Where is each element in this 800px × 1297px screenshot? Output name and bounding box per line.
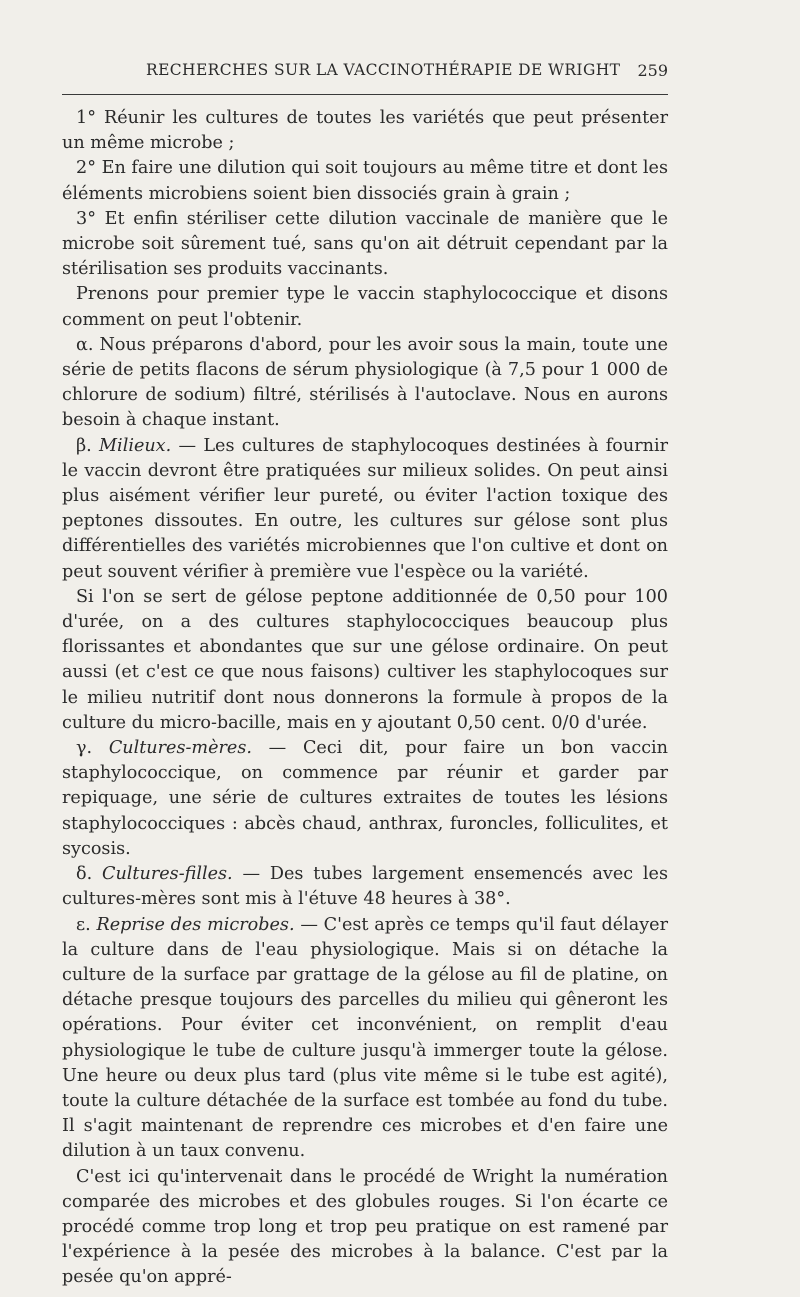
paragraph-uree: Si l'on se sert de gélose peptone additionnée de 0,50 pour 100 d'urée, on a des cultures staphylococciques beaucoup plus florissantes et abondantes que sur une gélose ordinaire. On peut aussi (et c'est ce que nous faisons) cultiver les staphylocoques sur le milieu nutritif dont nous donnerons la formule à propos de la culture du micro-bacille, mais en y ajoutant 0,50 cent. 0/0 d'urée.: [62, 586, 668, 733]
paragraph-wright: C'est ici qu'intervenait dans le procédé de Wright la numération comparée des microbes et des globules rouges. Si l'on écarte ce procédé comme trop long et trop peu pratique on est ramené par l'expérience à la pesée des microbes à la balance. C'est par la pesée qu'on appré-: [62, 1166, 668, 1288]
paragraph-beta: β. Milieux. — Les cultures de staphylocoques destinées à fournir le vaccin devront être pratiquées sur milieux solides. On peut ainsi plus aisément vérifier leur pureté, ou éviter l'action toxique des peptones dissoutes. En outre, les cultures sur gélose sont plus différentielles des variétés microbiennes que l'on cultive et dont on peut souvent vérifier à première vue l'espèce ou la variété.: [62, 435, 668, 582]
header-rule: [62, 94, 668, 95]
page-header: [62, 58, 668, 82]
section-heading-milieux: Milieux.: [99, 435, 172, 456]
paragraph-alpha: α. Nous préparons d'abord, pour les avoir sous la main, toute une série de petits flacons de sérum physiologique (à 7,5 pour 1 000 de chlorure de sodium) filtré, stérilisés à l'autoclave. Nous en aurons besoin à chaque instant.: [62, 334, 668, 431]
paragraph-delta: δ. Cultures-filles. — Des tubes largement ensemencés avec les cultures-mères sont mis à l'étuve 48 heures à 38°.: [62, 864, 668, 910]
paragraph-3: 3° Et enfin stériliser cette dilution vaccinale de manière que le microbe soit sûrement tué, sans qu'on ait détruit cependant par la stérilisation ses produits vaccinants.: [62, 208, 668, 280]
body-text: [62, 106, 668, 1291]
section-heading-cultures-filles: Cultures-filles.: [102, 864, 233, 885]
paragraph-gamma: γ. Cultures-mères. — Ceci dit, pour faire un bon vaccin staphylococcique, on commence par réunir et garder par repiquage, une série de cultures extraites de toutes les lésions staphylococciques : abcès chaud, anthrax, furoncles, folliculites, et sycosis.: [62, 738, 669, 859]
paragraph-1: 1° Réunir les cultures de toutes les variétés que peut présenter un même microbe ;: [62, 108, 668, 154]
paragraph-epsilon: ε. Reprise des microbes. — C'est après ce temps qu'il faut délayer la culture dans de l'eau physiologique. Mais si on détache la culture de la surface par grattage de la gélose au fil de platine, on détache presque toujours des parcelles du milieu qui gêneront les opérations. Pour éviter cet inconvénient, on remplit d'eau physiologique le tube de culture jusqu'à immerger toute la gélose. Une heure ou deux plus tard (plus vite même si le tube est agité), toute la culture détachée de la surface est tombée au fond du tube. Il s'agit maintenant de reprendre ces microbes et d'en faire une dilution à un taux convenu.: [62, 914, 668, 1162]
paragraph-2: 2° En faire une dilution qui soit toujours au même titre et dont les éléments microbiens soient bien dissociés grain à grain ;: [62, 158, 668, 204]
paragraph-4: Prenons pour premier type le vaccin staphylococcique et disons comment on peut l'obtenir.: [62, 284, 668, 330]
section-heading-reprise: Reprise des microbes.: [96, 914, 295, 935]
section-heading-cultures-meres: Cultures-mères.: [108, 738, 252, 759]
running-title: RECHERCHES SUR LA VACCINOTHÉRAPIE DE WRIGHT: [146, 61, 621, 79]
page-number: 259: [637, 61, 668, 80]
